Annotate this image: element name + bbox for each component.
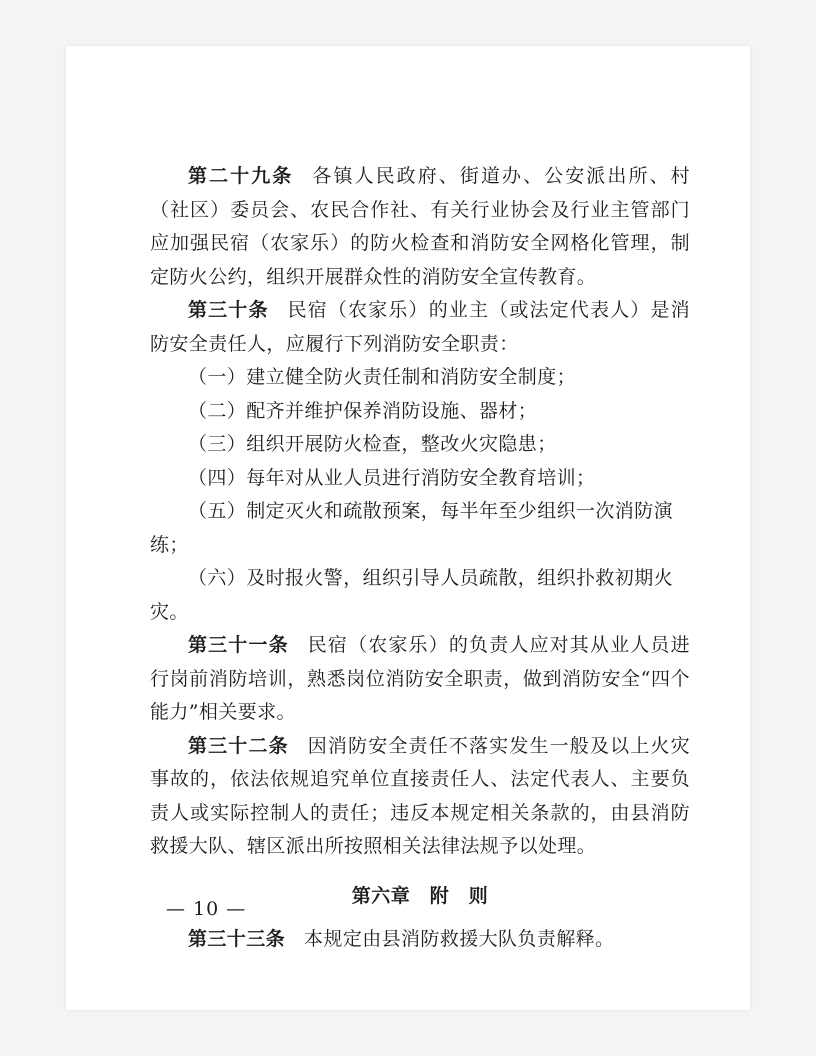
list-item: （二）配齐并维护保养消防设施、器材； <box>188 399 538 422</box>
list-item: （三）组织开展防火检查，整改火灾隐患； <box>188 433 557 455</box>
list-item: （四）每年对从业人员进行消防安全教育培训； <box>188 466 596 489</box>
article-text: 民宿（农家乐）的负责人应对其从业人员进行岗前消防培训，熟悉岗位消防安全职责，做到消防安全“四个能力”相关要求。 <box>150 634 690 723</box>
article-text: 本规定由县消防救援大队负责解释。 <box>304 928 615 950</box>
article-heading: 第三十条 <box>188 299 269 321</box>
article-text: 民宿（农家乐）的业主（或法定代表人）是消防安全责任人，应履行下列消防安全职责： <box>150 299 690 355</box>
article-heading: 第三十二条 <box>188 734 289 757</box>
article-29 <box>150 160 690 294</box>
article-heading: 第三十一条 <box>188 634 289 656</box>
page-number: — 10 — <box>166 898 247 920</box>
article-heading: 第三十三条 <box>188 928 286 950</box>
list-item: （六）及时报火警，组织引导人员疏散，组织扑救初期火灾。 <box>150 567 674 623</box>
article-text: 各镇人民政府、街道办、公安派出所、村（社区）委员会、农民合作社、有关行业协会及行业主管部门应加强民宿（农家乐）的防火检查和消防安全网格化管理，制定防火公约，组织开展群众性的消防安全宣传教育。 <box>150 165 690 288</box>
article-31 <box>150 629 690 730</box>
chapter-heading: 第六章 附 则 <box>351 884 489 907</box>
document-body <box>150 160 690 957</box>
article-30 <box>150 294 690 361</box>
article-32 <box>150 730 690 864</box>
article-33 <box>150 923 690 957</box>
list-item: （一）建立健全防火责任制和消防安全制度； <box>188 366 577 388</box>
list-item: （五）制定灭火和疏散预案，每半年至少组织一次消防演练； <box>150 500 674 556</box>
article-text: 因消防安全责任不落实发生一般及以上火灾事故的，依法依规追究单位直接责任人、法定代表人、主要负责人或实际控制人的责任；违反本规定相关条款的，由县消防救援大队、辖区派出所按照相关法律法规予以处理。 <box>150 734 690 857</box>
article-heading: 第二十九条 <box>188 165 294 187</box>
